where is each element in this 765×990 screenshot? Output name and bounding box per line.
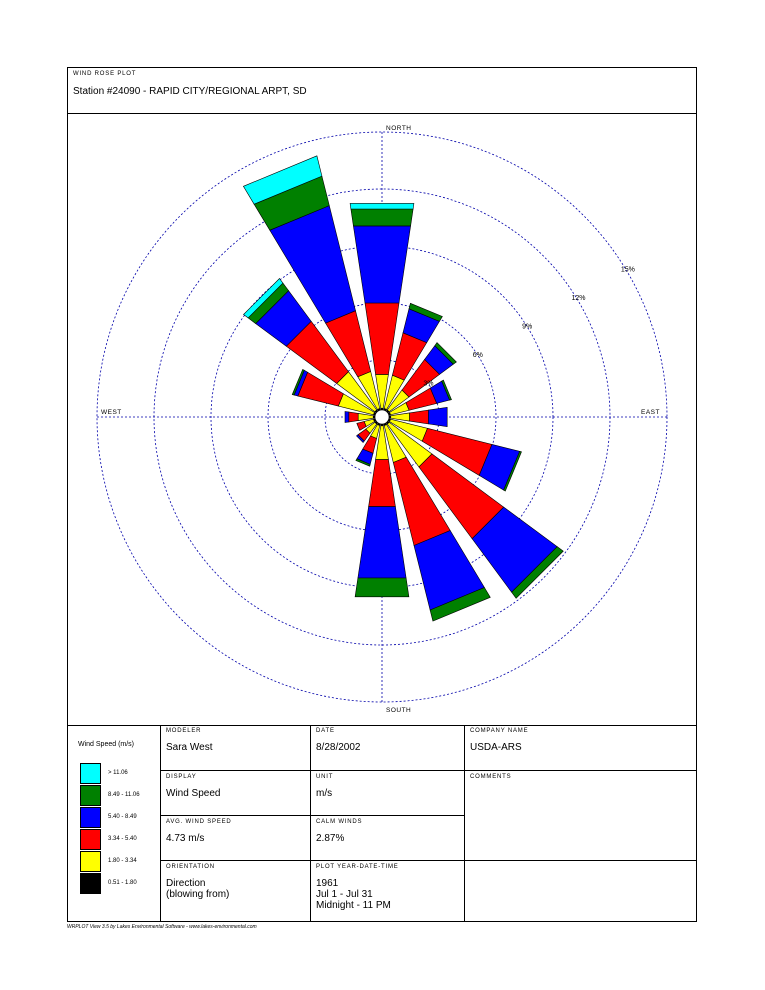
calm-winds-cell: [310, 816, 464, 861]
calm-winds-label: CALM WINDS: [316, 819, 363, 825]
wind-rose-plot: [68, 113, 696, 726]
legend-swatch: [80, 851, 101, 872]
legend-swatch: [80, 873, 101, 894]
header-label: WIND ROSE PLOT: [73, 71, 137, 77]
orientation-label: ORIENTATION: [166, 864, 215, 870]
company-value: USDA-ARS: [470, 742, 522, 753]
petal-segment-w: [345, 412, 349, 423]
petal-segment-w: [349, 412, 358, 422]
legend-title: Wind Speed (m/s): [78, 741, 135, 748]
legend-label: 1.80 - 3.34: [108, 858, 137, 864]
date-value: 8/28/2002: [316, 742, 361, 753]
legend-label: 0.51 - 1.80: [108, 880, 137, 886]
display-value: Wind Speed: [166, 788, 221, 799]
petal-segment-n: [351, 209, 413, 226]
avg-speed-label: AVG. WIND SPEED: [166, 819, 232, 825]
calm-winds-value: 2.87%: [316, 833, 345, 844]
petal-segment-wsw: [357, 422, 366, 431]
petal-segment-n: [365, 303, 399, 374]
unit-cell: [310, 771, 464, 816]
unit-label: UNIT: [316, 774, 334, 780]
legend-label: > 11.06: [108, 770, 128, 776]
report-header: [68, 68, 696, 114]
orientation-line-2: (blowing from): [166, 889, 230, 900]
petal-segment-s: [358, 507, 406, 578]
period-line-3: Midnight - 11 PM: [316, 900, 391, 911]
comments-label: COMMENTS: [470, 774, 512, 780]
legend-label: 3.34 - 5.40: [108, 836, 137, 842]
compass-north-label: NORTH: [386, 125, 412, 132]
period-value: [316, 878, 391, 911]
legend-swatch: [80, 785, 101, 806]
report-frame: [67, 67, 697, 922]
station-title: Station #24090 - RAPID CITY/REGIONAL ARPT, SD: [73, 86, 307, 97]
compass-east-label: EAST: [641, 409, 660, 416]
ring-label: 15%: [620, 266, 635, 274]
ring-label: 3%: [423, 380, 434, 388]
legend-swatch: [80, 763, 101, 784]
period-line-2: Jul 1 - Jul 31: [316, 889, 373, 900]
modeler-value: Sara West: [166, 742, 213, 753]
period-line-1: 1961: [316, 878, 339, 889]
company-cell: [464, 725, 696, 770]
modeler-label: MODELER: [166, 728, 202, 734]
orientation-value: [166, 878, 229, 900]
legend-swatch: [80, 807, 101, 828]
unit-value: m/s: [316, 788, 333, 799]
footer-credit: WRPLOT View 3.5 by Lakes Environmental Software - www.lakes-environmental.com: [67, 924, 257, 930]
petal-segment-e: [428, 407, 447, 426]
petal-segment-n: [350, 203, 414, 209]
petal-segment-s: [355, 578, 409, 597]
legend-swatch: [80, 829, 101, 850]
date-cell: [310, 725, 464, 770]
date-label: DATE: [316, 728, 335, 734]
period-cell: [310, 861, 464, 921]
ring-label: 9%: [522, 323, 533, 331]
comments-cell: [464, 771, 696, 861]
compass-south-label: SOUTH: [386, 707, 412, 714]
display-cell: [160, 771, 310, 816]
petal-segment-e: [410, 410, 429, 424]
period-label: PLOT YEAR-DATE-TIME: [316, 864, 399, 870]
avg-speed-cell: [160, 816, 310, 861]
legend-label: 5.40 - 8.49: [108, 814, 137, 820]
petal-segment-n: [353, 226, 410, 303]
petal-segment-s: [369, 460, 396, 507]
compass-west-label: WEST: [101, 409, 122, 416]
company-label: COMPANY NAME: [470, 728, 529, 734]
info-panel: [68, 725, 696, 921]
ring-label: 6%: [472, 352, 483, 359]
legend: [68, 725, 160, 921]
orientation-line-1: Direction: [166, 878, 206, 889]
blank-cell: [464, 861, 696, 921]
avg-speed-value: 4.73 m/s: [166, 833, 205, 844]
modeler-cell: [160, 725, 310, 770]
legend-label: 8.49 - 11.06: [108, 792, 140, 798]
calm-circle: [375, 410, 389, 424]
ring-label: 12%: [571, 295, 586, 302]
orientation-cell: [160, 861, 310, 921]
wind-rose-svg: [68, 113, 696, 725]
display-label: DISPLAY: [166, 774, 197, 780]
